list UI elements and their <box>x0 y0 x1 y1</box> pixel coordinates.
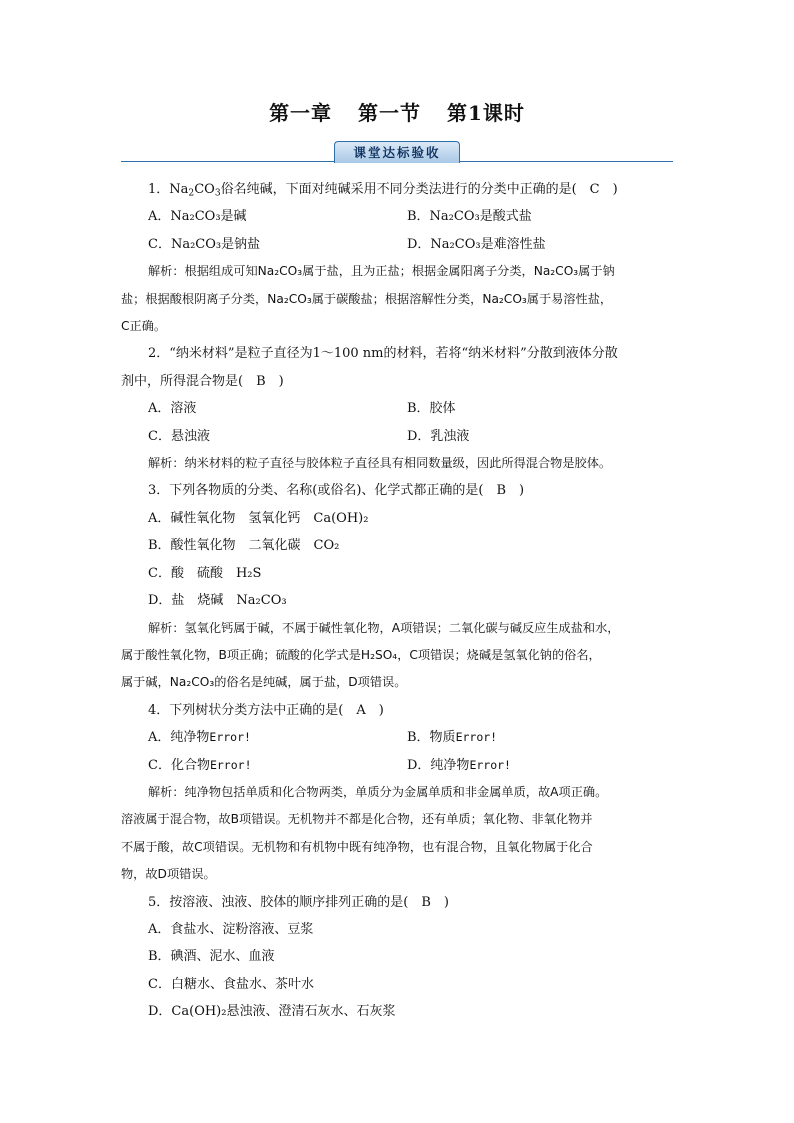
q4-option-a: A．纯净物Error! <box>148 730 251 746</box>
q4-option-c: C．化合物Error! <box>148 757 252 773</box>
q1-analysis-line-2: 盐；根据酸根阴离子分类，Na₂CO₃属于碳酸盐；根据溶解性分类，Na₂CO₃属于易溶性盐， <box>121 291 613 306</box>
q2-stem-line-1: 2．“纳米材料”是粒子直径为1～100 nm的材料，若将“纳米材料”分散到液体分散 <box>148 346 618 362</box>
q4-analysis-line-2: 溶液属于混合物，故B项错误。无机物并不都是化合物，还有单质；氧化物、非氧化物并 <box>121 812 593 827</box>
q1-options-row-1 <box>121 203 677 230</box>
q4-analysis-line-3: 不属于酸，故C项错误。无机物和有机物中既有纯净物，也有混合物，且氧化物属于化合 <box>121 839 593 854</box>
error-field: Error! <box>455 730 498 745</box>
q4-option-d: D．纯净物Error! <box>407 757 511 773</box>
q3-option-b: B．酸性氧化物 二氧化碳 CO₂ <box>148 538 340 554</box>
q1-analysis-line-3: C正确。 <box>121 319 167 334</box>
q4-options-row-2 <box>121 752 677 779</box>
q1-stem: 1．$Na_2CO_3$俗名纯碱，下面对纯碱采用不同分类法进行的分类中正确的是( C ) <box>148 182 618 199</box>
q2-option-c: C．悬浊液 <box>148 428 210 444</box>
q4-analysis-line-4: 物，故D项错误。 <box>121 867 216 882</box>
q3-analysis-line-2: 属于酸性氧化物，B项正确；硫酸的化学式是H₂SO₄，C项错误；烧碱是氢氧化钠的俗名， <box>121 647 601 662</box>
q5-stem: 5．按溶液、浊液、胶体的顺序排列正确的是( B ) <box>148 894 449 910</box>
q2-options-row-2 <box>121 423 677 450</box>
q2-option-b: B．胶体 <box>407 401 456 417</box>
q4-option-b: B．物质Error! <box>407 730 498 746</box>
q3-option-d: D．盐 烧碱 Na₂CO₃ <box>148 593 287 609</box>
q3-option-c: C．酸 硫酸 H₂S <box>148 565 262 581</box>
q1-option-a: A．Na₂CO₃是碱 <box>148 209 247 225</box>
q3-analysis-line-1: 解析：氢氧化钙属于碱，不属于碱性氧化物，A项错误；二氧化碳与碱反应生成盐和水， <box>148 620 620 635</box>
q2-stem-line-2: 剂中，所得混合物是( B ) <box>121 373 284 389</box>
error-field: Error! <box>209 757 252 772</box>
error-field: Error! <box>209 730 251 745</box>
q2-options-row-1 <box>121 395 677 422</box>
q5-option-d: D．Ca(OH)₂悬浊液、澄清石灰水、石灰浆 <box>148 1004 396 1020</box>
q4-stem: 4．下列树状分类方法中正确的是( A ) <box>148 702 384 718</box>
q1-option-c: C．Na₂CO₃是钠盐 <box>148 236 261 252</box>
questions-body <box>121 176 677 1026</box>
q5-option-b: B．碘酒、泥水、血液 <box>148 949 275 965</box>
q2-option-d: D．乳浊液 <box>407 428 470 444</box>
q1-analysis-line-1: 解析：根据组成可知Na₂CO₃属于盐，且为正盐；根据金属阳离子分类，Na₂CO₃属于钠 <box>148 264 615 279</box>
lesson-label: 第1课时 <box>447 101 525 125</box>
q3-option-a: A．碱性氧化物 氢氧化钙 Ca(OH)₂ <box>148 510 369 526</box>
q3-analysis-line-3: 属于碱，Na₂CO₃的俗名是纯碱，属于盐，D项错误。 <box>121 675 407 690</box>
q3-stem: 3．下列各物质的分类、名称(或俗名)、化学式都正确的是( B ) <box>148 483 525 499</box>
q4-options-row-1 <box>121 724 677 751</box>
q2-analysis-line-1: 解析：纳米材料的粒子直径与胶体粒子直径具有相同数量级，因此所得混合物是胶体。 <box>148 456 612 471</box>
q2-option-a: A．溶液 <box>148 401 197 417</box>
q1-option-b: B．Na₂CO₃是酸式盐 <box>407 209 532 225</box>
q5-option-a: A．食盐水、淀粉溶液、豆浆 <box>148 921 314 937</box>
q1-option-d: D．Na₂CO₃是难溶性盐 <box>407 236 546 252</box>
page-title <box>0 97 794 126</box>
section-label: 第一节 <box>358 101 422 125</box>
chapter-label: 第一章 <box>269 101 333 125</box>
error-field: Error! <box>469 757 511 772</box>
q1-options-row-2 <box>121 231 677 258</box>
q5-option-c: C．白糖水、食盐水、茶叶水 <box>148 976 314 992</box>
q4-analysis-line-1: 解析：纯净物包括单质和化合物两类，单质分为金属单质和非金属单质，故A项正确。 <box>148 784 608 799</box>
section-banner: 课堂达标验收 <box>334 141 460 163</box>
